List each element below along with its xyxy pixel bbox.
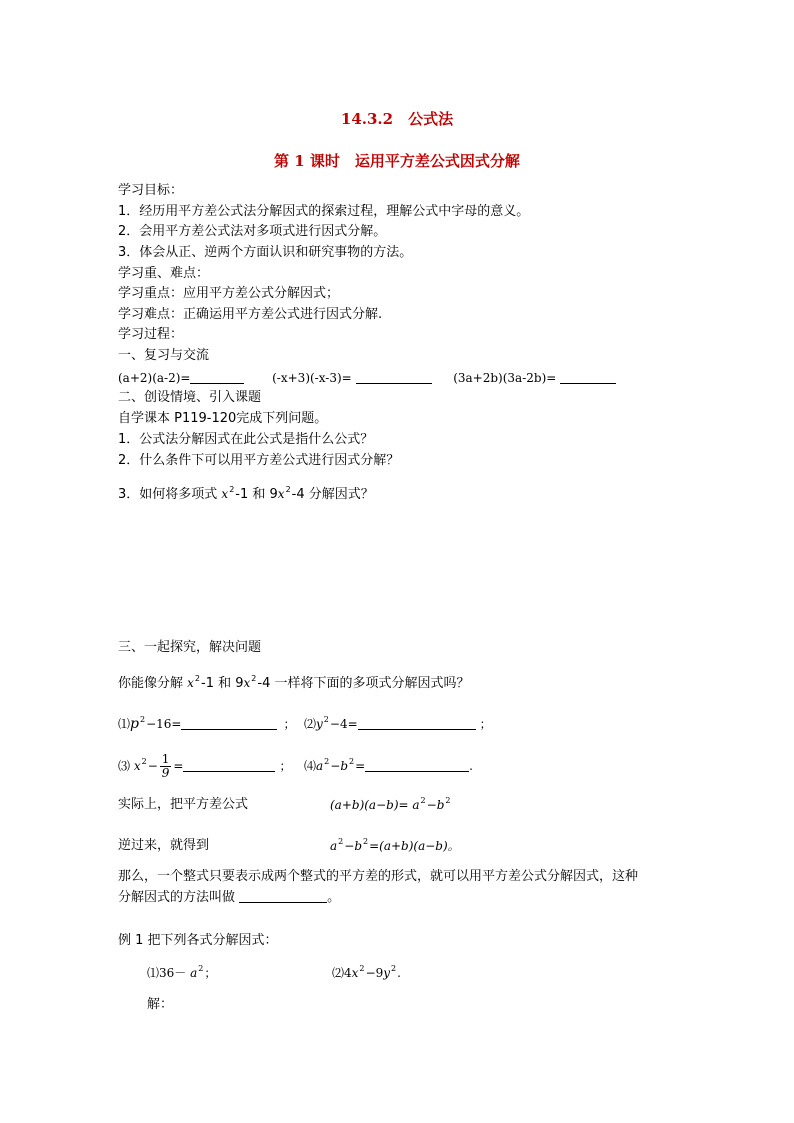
reverse-formula: $a^2-b^2=(a+b)(a-b)$。 — [330, 837, 460, 853]
goal-item: 3．体会从正、逆两个方面认识和研究事物的方法。 — [118, 245, 413, 260]
keypoints-heading: 学习重、难点： — [118, 266, 210, 281]
review-expr-1: (a+2)(a-2)= — [118, 371, 191, 385]
goal-item: 2．会用平方差公式法对多项式进行因式分解。 — [118, 224, 387, 239]
answer-blank[interactable] — [190, 371, 244, 384]
example-heading: 例 1 把下列各式分解因式： — [118, 933, 278, 948]
answer-blank[interactable] — [356, 371, 432, 384]
problem-4: $⑷a^2-b^2=$ . — [304, 757, 473, 773]
answer-blank[interactable] — [365, 759, 469, 772]
conclusion-text: 那么，一个整式只要表示成两个整式的平方差的形式，就可以用平方差公式分解因式，这种 — [118, 869, 639, 884]
answer-blank[interactable] — [358, 717, 476, 730]
reverse-intro: 逆过来，就得到 — [118, 838, 210, 853]
scenario-question: 3．如何将多项式 $x^2-1$ 和 $9x^2-4$ 分解因式？ — [118, 485, 374, 502]
problem-3: ⑶ $x^2-$ $\frac{1}{9}$ = ； — [118, 752, 292, 780]
example-1: ⑴36－ $a^2$； — [147, 964, 217, 980]
answer-blank[interactable] — [183, 759, 275, 772]
problem-2: $⑵y^2-4=$ ； — [304, 715, 492, 731]
review-expr-2: (-x+3)(-x-3)= — [272, 371, 352, 385]
scenario-question: 2．什么条件下可以用平方差公式进行因式分解？ — [118, 453, 400, 468]
review-expr-3: (3a+2b)(3a-2b)= — [453, 371, 557, 385]
problem-1: $⑴p^2-16=$ ； — [118, 715, 296, 732]
goal-item: 1．经历用平方差公式法分解因式的探索过程，理解公式中字母的意义。 — [118, 204, 530, 219]
explore-heading: 三、一起探究，解决问题 — [118, 640, 262, 655]
review-heading: 一、复习与交流 — [118, 348, 210, 363]
scenario-question: 1．公式法分解因式在此公式是指什么公式？ — [118, 432, 374, 447]
scenario-intro: 自学课本 P119-120完成下列问题。 — [118, 411, 328, 426]
explore-question: 你能像分解 $x^2-1$ 和 $9x^2-4$ 一样将下面的多项式分解因式吗？ — [118, 674, 470, 691]
answer-blank[interactable] — [181, 717, 277, 730]
section-title: 14.3.2 公式法 — [340, 110, 454, 128]
scenario-heading: 二、创设情境、引入课题 — [118, 390, 262, 405]
goals-heading: 学习目标： — [118, 183, 184, 198]
process-heading: 学习过程： — [118, 327, 184, 342]
focus-text: 学习重点：应用平方差公式分解因式； — [118, 286, 340, 301]
fraction: $\frac{1}{9}$ — [161, 752, 170, 780]
formula-intro: 实际上，把平方差公式 — [118, 797, 249, 812]
answer-blank[interactable] — [239, 890, 327, 903]
conclusion-text: 分解因式的方法叫做 。 — [118, 890, 341, 905]
lesson-title: 第 1 课时 运用平方差公式因式分解 — [274, 152, 520, 170]
difficulty-text: 学习难点：正确运用平方差公式进行因式分解. — [118, 307, 383, 322]
solution-label: 解： — [147, 997, 174, 1012]
answer-blank[interactable] — [560, 371, 616, 384]
difference-of-squares-formula: $(a+b)(a-b)= a^2-b^2$ — [330, 796, 451, 812]
review-exercises — [118, 370, 616, 386]
example-2: $⑵4x^2-9y^2$. — [332, 964, 401, 980]
